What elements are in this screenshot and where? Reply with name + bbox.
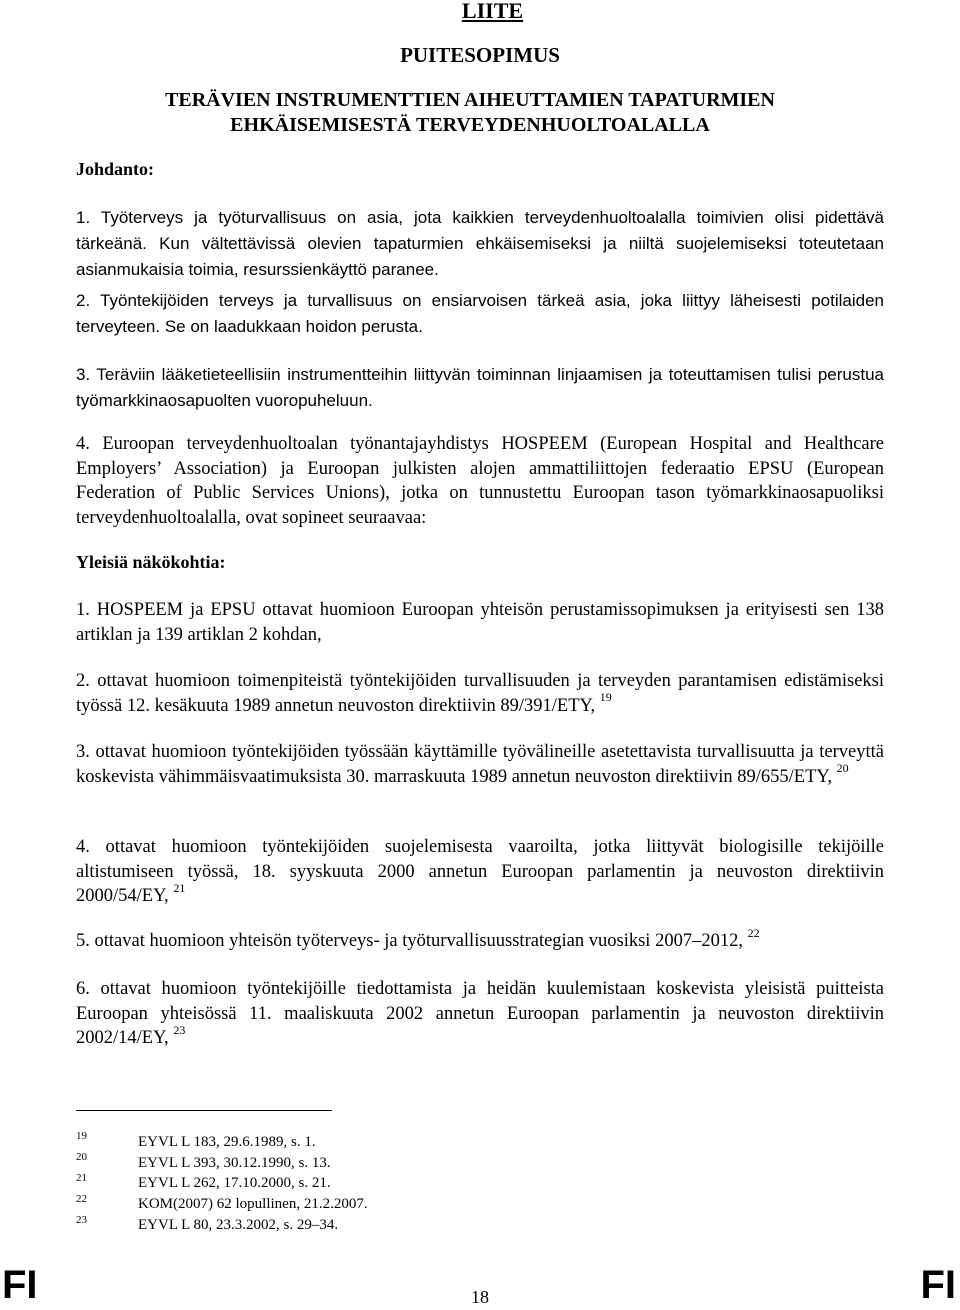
footnote-text: KOM(2007) 62 lopullinen, 21.2.2007. — [138, 1196, 368, 1212]
footnote-ref: 21 — [173, 880, 186, 895]
language-code-left: FI — [2, 1263, 38, 1307]
footnote-ref: 19 — [599, 690, 612, 705]
footnote-number: 22 — [76, 1193, 87, 1205]
intro-paragraph-2: 2. Työntekijöiden terveys ja turvallisuus on ensiarvoisen tärkeä asia, joka liittyy läheisesti potilaiden terveyteen. Se on laadukkaan hoidon perusta. — [76, 291, 884, 336]
footnote-ref: 20 — [836, 761, 849, 776]
footnote-number: 19 — [76, 1130, 87, 1142]
subtitle-line-1: TERÄVIEN INSTRUMENTTIEN AIHEUTTAMIEN TAPATURMIEN — [165, 89, 775, 111]
intro-paragraph-4: 4. Euroopan terveydenhuoltoalan työnantajayhdistys HOSPEEM (European Hospital and Healthcare Employers’ Association) ja Euroopan julkisten alojen ammattiliittojen federaatio EPSU (European Federation of Public Services Unions), jotka on tunnustettu Euroopan tason työmarkkinaosapuoliksi terveydenhuoltoalalla, ovat sopineet seuraavaa: — [76, 434, 884, 528]
footnote-ref: 23 — [173, 1022, 186, 1037]
general-item-text: 5. ottavat huomioon yhteisön työterveys- ja työturvallisuusstrategian vuosiksi 2007–2012, — [76, 931, 743, 951]
page-number: 18 — [471, 1287, 489, 1307]
general-item-text: 2. ottavat huomioon toimenpiteistä työntekijöiden turvallisuuden ja terveyden parantamisen edistämiseksi työssä 12. kesäkuuta 1989 annetun neuvoston direktiivin 89/391/ETY, — [76, 671, 884, 716]
language-code-right: FI — [920, 1263, 956, 1307]
footnote-number: 23 — [76, 1214, 87, 1226]
general-item-3 — [76, 740, 884, 789]
annex-label: LIITE — [461, 0, 524, 23]
general-item-text: 1. HOSPEEM ja EPSU ottavat huomioon Euroopan yhteisön perustamissopimuksen ja erityisesti sen 138 artiklan ja 139 artiklan 2 kohdan, — [76, 600, 884, 645]
footnote-number: 21 — [76, 1172, 87, 1184]
footnote-text: EYVL L 80, 23.3.2002, s. 29–34. — [138, 1217, 339, 1233]
intro-paragraph-3: 3. Teräviin lääketieteellisiin instrumentteihin liittyvän toiminnan linjaamisen ja toteuttamisen tulisi perustua työmarkkinaosapuolten vuoropuheluun. — [76, 365, 884, 410]
intro-paragraph-1: 1. Työterveys ja työturvallisuus on asia, jota kaikkien terveydenhuoltoalalla toimivien olisi pidettävä tärkeänä. Kun vältettävissä olevien tapaturmien ehkäisemiseksi ja niiltä suojelemiseksi toteutetaan asianmukaisia toimia, resurssienkäyttö paranee. — [76, 208, 884, 279]
footnote-text: EYVL L 262, 17.10.2000, s. 21. — [138, 1175, 331, 1191]
document-subtitle — [0, 88, 940, 138]
general-item-text: 4. ottavat huomioon työntekijöiden suojelemisesta vaaroilta, jotka liittyvät biologisille tekijöille altistumiseen työssä, 18. syyskuuta 2000 annetun Euroopan parlamentin ja neuvoston direktiivin 2000/54/EY, — [76, 837, 884, 906]
general-item-6 — [76, 977, 884, 1051]
footnote-text: EYVL L 393, 30.12.1990, s. 13. — [138, 1155, 331, 1171]
general-heading: Yleisiä näkökohtia: — [76, 552, 226, 572]
general-item-2 — [76, 669, 884, 718]
general-item-text: 6. ottavat huomioon työntekijöille tiedottamista ja heidän kuulemistaan koskevista yleisistä puitteista Euroopan yhteisössä 11. maaliskuuta 2002 annetun Euroopan parlamentin ja neuvoston direktiivin 2002/14/EY, — [76, 979, 884, 1048]
footnote-ref: 22 — [747, 925, 760, 940]
general-item-4 — [76, 835, 884, 909]
subtitle-line-2: EHKÄISEMISESTÄ TERVEYDENHUOLTOALALLA — [230, 114, 710, 136]
document-title: PUITESOPIMUS — [400, 43, 560, 67]
general-item-1 — [76, 598, 884, 647]
intro-heading: Johdanto: — [76, 159, 155, 179]
footnote-text: EYVL L 183, 29.6.1989, s. 1. — [138, 1134, 316, 1150]
footnote-number: 20 — [76, 1151, 87, 1163]
footnote-separator — [76, 1110, 332, 1111]
general-item-text: 3. ottavat huomioon työntekijöiden työssään käyttämille työvälineille asetettavista turvallisuutta ja terveyttä koskevista vähimmäisvaatimuksista 30. marraskuuta 1989 annetun neuvoston direktiivin 89/655/ETY, — [76, 742, 884, 787]
general-item-5 — [76, 925, 884, 954]
